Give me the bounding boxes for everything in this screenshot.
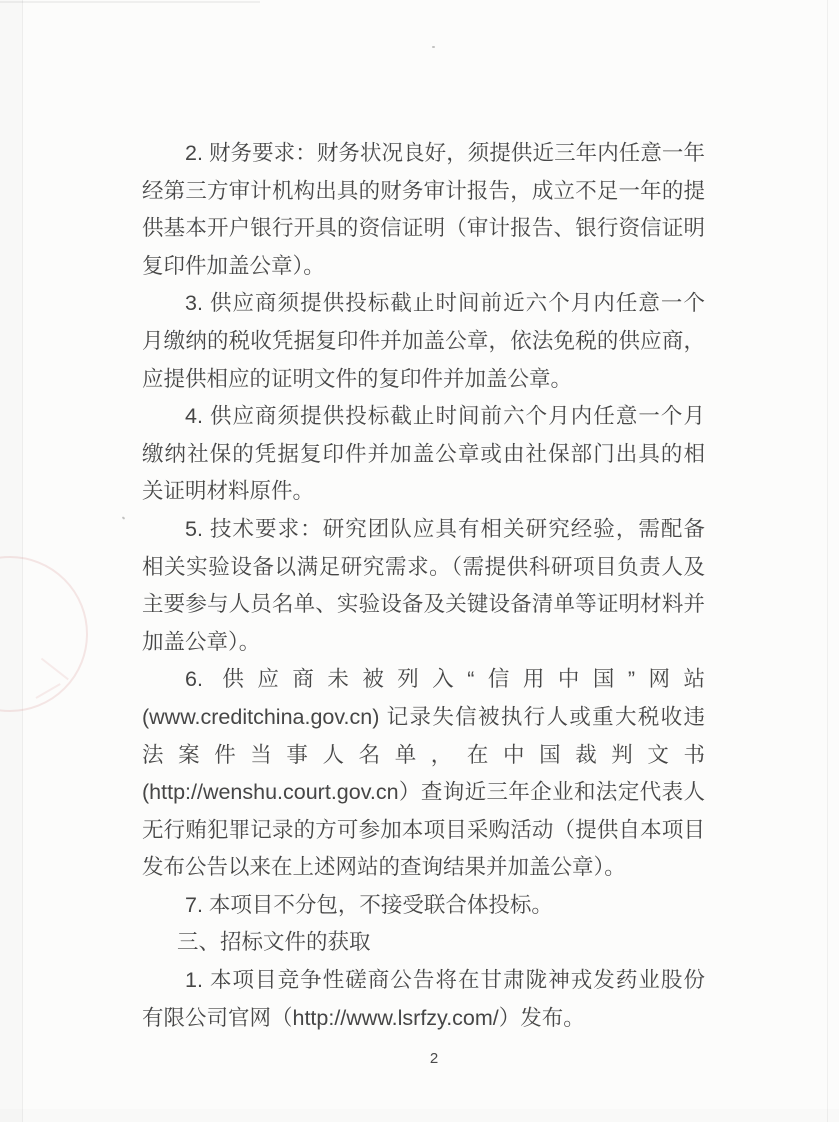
page-number: 2 <box>429 1050 439 1067</box>
item-1-announcement-website <box>142 962 705 1037</box>
item-7-no-subcontracting <box>142 887 705 925</box>
item-4-social-insurance <box>142 398 705 511</box>
text-line: 1. 本项目竞争性磋商公告将在甘肃陇神戎发药业股份 <box>185 968 705 993</box>
text-line: 三、招标文件的获取 <box>177 930 371 955</box>
text-line: 加盖公章）。 <box>142 629 261 654</box>
text-line: 复印件加盖公章）。 <box>142 253 325 278</box>
section-3-heading-obtaining-tender-documents <box>142 924 705 962</box>
text-line: 4. 供应商须提供投标截止时间前六个月内任意一个月 <box>185 404 705 429</box>
text-line: 缴纳社保的凭据复印件并加盖公章或由社保部门出具的相 <box>142 441 705 466</box>
text-line: 有限公司官网（http://www.lsrfzy.com/）发布。 <box>142 1005 585 1030</box>
text-line: 5. 技术要求：研究团队应具有相关研究经验，需配备 <box>185 516 705 541</box>
scan-edge-shadow-bottom <box>0 1109 839 1122</box>
scan-speck <box>432 46 435 48</box>
text-line: 经第三方审计机构出具的财务审计报告，成立不足一年的提 <box>142 178 705 203</box>
item-5-technical-requirements <box>142 511 705 661</box>
text-line: 无行贿犯罪记录的方可参加本项目采购活动（提供自本项目 <box>142 817 705 842</box>
scan-edge-line-right <box>827 0 828 1122</box>
text-line: 月缴纳的税收凭据复印件并加盖公章，依法免税的供应商， <box>142 328 705 353</box>
text-line: 7. 本项目不分包，不接受联合体投标。 <box>185 892 553 917</box>
item-3-tax-receipts <box>142 285 705 398</box>
text-line: 主要参与人员名单、实验设备及关键设备清单等证明材料并 <box>142 592 705 617</box>
seal-bleed-arc <box>0 556 88 712</box>
text-line: 3. 供应商须提供投标截止时间前近六个月内任意一个 <box>185 291 705 316</box>
text-line: 6. 供应商未被列入“信用中国”网站 <box>185 667 705 692</box>
text-line: 关证明材料原件。 <box>142 479 315 504</box>
item-6-credit-china-records <box>142 661 705 887</box>
text-line: (www.creditchina.gov.cn) 记录失信被执行人或重大税收违 <box>142 704 705 729</box>
text-line: 供基本开户银行开具的资信证明（审计报告、银行资信证明 <box>142 216 705 241</box>
document-body <box>142 135 705 1037</box>
scan-edge-smudge-top <box>0 1 260 3</box>
text-line: 2. 财务要求：财务状况良好，须提供近三年内任意一年 <box>185 141 705 165</box>
text-line: 法案件当事人名单，在中国裁判文书 <box>142 742 705 767</box>
item-2-financial-requirements <box>142 135 705 285</box>
text-line: 发布公告以来在上述网站的查询结果并加盖公章）。 <box>142 855 626 880</box>
text-line: 相关实验设备以满足研究需求。（需提供科研项目负责人及 <box>142 554 705 579</box>
text-line: 应提供相应的证明文件的复印件并加盖公章。 <box>142 366 573 391</box>
text-line: (http://wenshu.court.gov.cn）查询近三年企业和法定代表人 <box>142 780 705 805</box>
scan-speck <box>122 516 126 519</box>
